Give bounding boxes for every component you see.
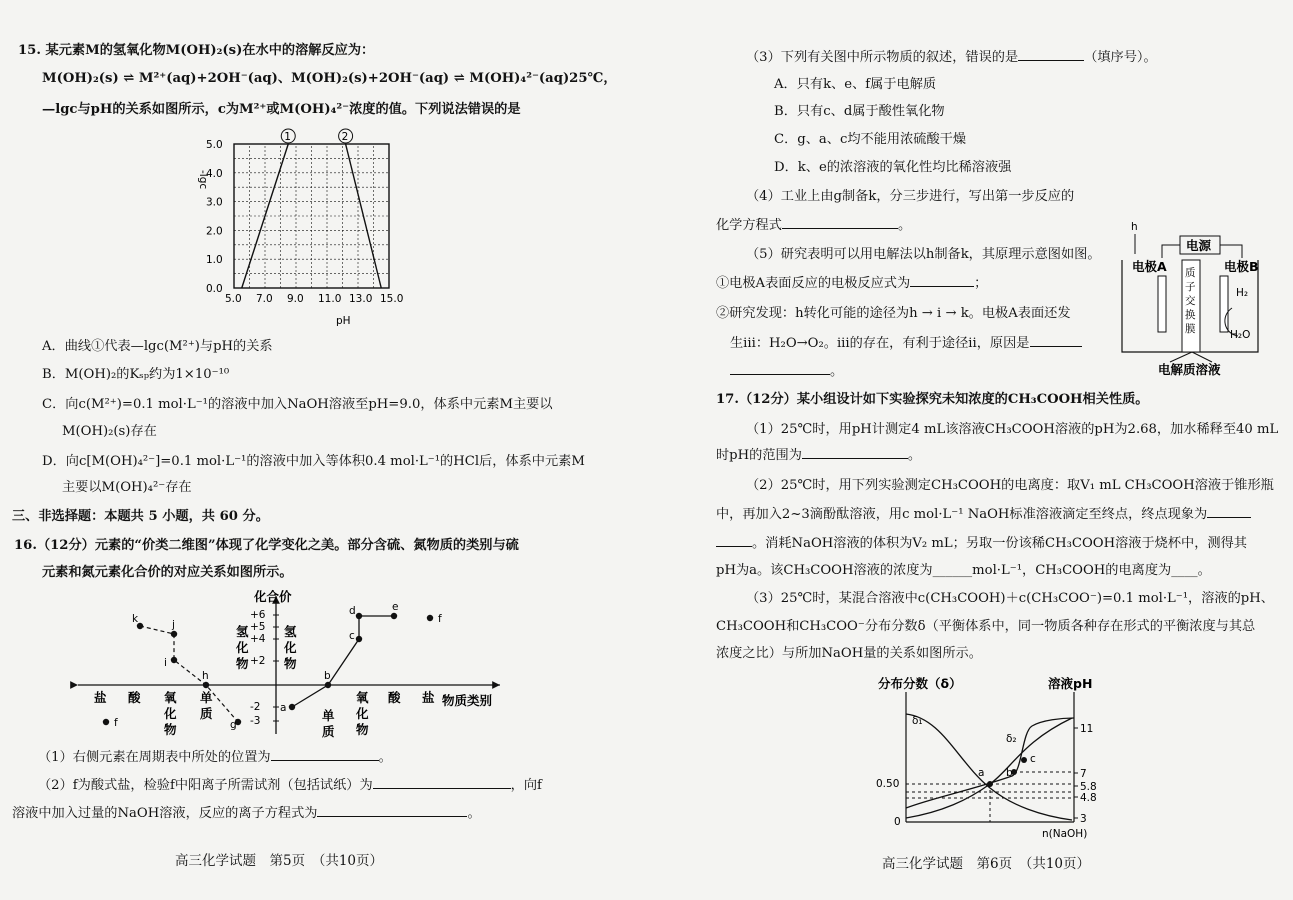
point-a <box>289 704 295 710</box>
point-f <box>103 719 109 725</box>
point-c-label: c <box>1030 753 1036 765</box>
electrode-b <box>1220 276 1228 332</box>
q17-p1-cont: 时pH的范围为 。 <box>716 448 922 463</box>
x-category-label: 氧 <box>164 690 177 705</box>
answer-blank[interactable] <box>730 362 830 375</box>
point-f <box>427 615 433 621</box>
h2-label: H₂ <box>1236 287 1249 299</box>
q17-p2b-text: 中，再加入2~3滴酚酞溶液，用c mol·L⁻¹ NaOH标准溶液滴定至终点，终点现象为 <box>716 507 1208 522</box>
q16-stem-1: 16.（12分）元素的“价类二维图”体现了化学变化之美。部分含硫、氮物质的类别与硫 <box>14 538 519 553</box>
page-footer: 高三化学试题 第5页 （共10页） <box>175 853 384 869</box>
answer-blank[interactable] <box>1018 48 1084 61</box>
point-e <box>391 613 397 619</box>
q15-xtick: 13.0 <box>349 293 373 305</box>
membrane-char: 膜 <box>1185 323 1196 335</box>
q15-ylabel: -lgc <box>197 170 209 190</box>
point-label-h: h <box>202 670 209 682</box>
point-a-label: a <box>978 767 985 779</box>
ytick-m3: -3 <box>250 715 261 727</box>
q15-xtick: 15.0 <box>380 293 404 305</box>
q15-option-d: D．向c[M(OH)₄²⁻]=0.1 mol·L⁻¹的溶液中加入等体积0.4 mol·L⁻¹的HCl后，体系中元素M <box>42 454 585 469</box>
point-label-f: f <box>114 717 118 729</box>
h2o-label: H₂O <box>1230 329 1251 341</box>
point-b-label: b <box>1006 767 1013 779</box>
point-label-i: i <box>164 657 167 669</box>
ytick-p5: +5 <box>250 621 266 633</box>
q15-xtick: 7.0 <box>256 293 273 305</box>
q15-equation: M(OH)₂(s) ⇌ M²⁺(aq)+2OH⁻(aq)、M(OH)₂(s)+2OH⁻(aq) ⇌ M(OH)₄²⁻(aq)25℃， <box>42 71 617 86</box>
q16-sub1-text: （1）右侧元素在周期表中所处的位置为 <box>38 750 271 765</box>
x-category-label: 酸 <box>128 690 141 705</box>
ytick-p2: +2 <box>250 655 266 667</box>
x-category-label: 酸 <box>388 690 401 705</box>
point-label-d: d <box>349 605 356 617</box>
q15-option-c-cont: M(OH)₂(s)存在 <box>62 424 157 439</box>
point-label-e: e <box>392 601 399 613</box>
q16-stem-2: 元素和氮元素化合价的对应关系如图所示。 <box>42 565 293 580</box>
hydride-label-right: 氢 <box>284 624 297 639</box>
q15-ytick: 3.0 <box>206 196 223 209</box>
point-j <box>171 631 177 637</box>
left-tick-0: 0 <box>894 816 901 828</box>
electrode-b-label: 电极B <box>1224 259 1259 274</box>
q15-chart <box>190 128 410 333</box>
point-label-g: g <box>230 719 237 731</box>
q15-xtick: 5.0 <box>225 293 242 305</box>
left-page <box>0 0 646 900</box>
answer-blank[interactable] <box>373 776 511 789</box>
q15-xtick: 9.0 <box>287 293 304 305</box>
delta1-curve <box>906 714 1072 820</box>
q16-sub2-cont: 溶液中加入过量的NaOH溶液，反应的离子方程式为 。 <box>12 806 481 821</box>
x-category-label: 盐 <box>422 690 435 705</box>
q15-ytick: 4.0 <box>206 167 223 180</box>
q17-p3: （3）25℃时，某混合溶液中c(CH₃COOH)＋c(CH₃COO⁻)=0.1 mol·L⁻¹，溶液的pH、 <box>746 591 1274 606</box>
q16-opt-b: B．只有c、d属于酸性氧化物 <box>774 104 945 119</box>
q15-ytick: 5.0 <box>206 139 223 151</box>
answer-blank[interactable] <box>317 804 467 817</box>
answer-blank[interactable] <box>1207 505 1251 518</box>
x-category-label: 化 <box>356 706 369 721</box>
right-tick: 11 <box>1080 723 1094 735</box>
hydride-label-left: 氢 <box>236 624 249 639</box>
q17-p1b-text: 时pH的范围为 <box>716 448 802 463</box>
q16-sub5-2-end: 。 <box>730 362 843 381</box>
delta1-label: δ₁ <box>912 715 923 727</box>
electrode-a-label: 电极A <box>1132 259 1167 274</box>
ytick-m2: -2 <box>250 701 261 713</box>
point-label-b: b <box>324 670 331 682</box>
q15-xtick: 11.0 <box>318 293 342 305</box>
q15-description: —lgc与pH的关系如图所示，c为M²⁺或M(OH)₄²⁻浓度的值。下列说法错误的是 <box>42 102 521 117</box>
right-tick: 4.8 <box>1080 792 1097 804</box>
answer-blank[interactable] <box>716 534 752 547</box>
q16-sub4b-text: 化学方程式 <box>716 218 782 233</box>
answer-blank[interactable] <box>1030 334 1082 347</box>
electrolyte-label: 电解质溶液 <box>1158 362 1221 377</box>
ytitle: 化合价 <box>254 589 292 604</box>
x-category-label: 物 <box>356 722 369 737</box>
q15-option-a: A．曲线①代表—lgc(M²⁺)与pH的关系 <box>42 339 273 354</box>
hydride-label-left: 化 <box>236 640 249 655</box>
answer-blank[interactable] <box>910 274 974 287</box>
ytick-p4: +4 <box>250 633 266 645</box>
x-category-label: 质 <box>200 706 213 721</box>
q17-p2-cont2 <box>716 534 1247 553</box>
q16-sub2c-text: 溶液中加入过量的NaOH溶液，反应的离子方程式为 <box>12 806 318 821</box>
q17-xlabel: n(NaOH) <box>1042 828 1088 840</box>
q17-p3-cont: CH₃COOH和CH₃COO⁻分布分数δ（平衡体系中，同一物质各种存在形式的平衡浓度与其总 <box>716 619 1256 634</box>
x-category-label: 化 <box>164 706 177 721</box>
answer-blank[interactable] <box>271 748 379 761</box>
right-tick: 5.8 <box>1080 781 1097 793</box>
q16-opt-d: D．k、e的浓溶液的氧化性均比稀溶液强 <box>774 160 1012 175</box>
hydride-label-right: 化 <box>284 640 297 655</box>
x-category-label: 氧 <box>356 690 369 705</box>
answer-blank[interactable] <box>802 446 908 459</box>
power-label: 电源 <box>1186 238 1212 253</box>
q16-opt-a: A．只有k、e、f属于电解质 <box>774 77 937 92</box>
q16-sub5: （5）研究表明可以用电解法以h制备k，其原理示意图如图。 <box>746 247 1101 262</box>
membrane-char: 换 <box>1185 309 1196 321</box>
q17-p2c-text: 。消耗NaOH溶液的体积为V₂ mL；另取一份该稀CH₃COOH溶液于烧杯中，测得其 <box>752 536 1247 551</box>
q17-p3-cont2: 浓度之比）与所加NaOH量的关系如图所示。 <box>716 646 982 661</box>
right-tick: 7 <box>1080 768 1087 780</box>
q17-p1: （1）25℃时，用pH计测定4 mL该溶液CH₃COOH溶液的pH为2.68，加水稀释至40 mL <box>746 422 1279 437</box>
q15-series-label: 1 <box>284 131 291 143</box>
delta2-label: δ₂ <box>1006 733 1017 745</box>
q16-sub1: （1）右侧元素在周期表中所处的位置为 。 <box>38 750 392 765</box>
q17-p2-cont <box>716 505 1251 524</box>
right-tick: 3 <box>1080 813 1087 825</box>
point-label-j: j <box>172 619 175 631</box>
x-category-label: 单 <box>322 708 335 723</box>
q16-sub2-text: （2）f为酸式盐，检验f中阳离子所需试剂（包括试纸）为 <box>38 778 373 793</box>
point-c <box>1021 757 1027 763</box>
q16-opt-c: C．g、a、c均不能用浓硫酸干燥 <box>774 132 967 147</box>
ytick-p6: +6 <box>250 609 266 621</box>
membrane-char: 子 <box>1185 281 1196 293</box>
q15-series-label: 2 <box>341 131 349 143</box>
point-label-f: f <box>438 613 442 625</box>
q16-sub3-tail: （填序号）。 <box>1084 50 1157 65</box>
q15-option-c: C．向c(M²⁺)=0.1 mol·L⁻¹的溶液中加入NaOH溶液至pH=9.0，体系中元素M主要以 <box>42 397 553 412</box>
q16-sub4: （4）工业上由g制备k，分三步进行，写出第一步反应的 <box>746 189 1075 204</box>
left-tick-050: 0.50 <box>876 778 900 790</box>
q16-sub3-text: （3）下列有关图中所示物质的叙述，错误的是 <box>746 50 1019 65</box>
hydride-label-left: 物 <box>236 656 249 671</box>
section-3-heading: 三、非选择题：本题共 5 小题，共 60 分。 <box>12 509 269 524</box>
x-category-label: 物 <box>164 722 177 737</box>
q15-stem: 15. 某元素M的氢氧化物M(OH)₂(s)在水中的溶解反应为： <box>18 43 375 58</box>
point-label-c: c <box>349 630 355 642</box>
q16-sub2 <box>38 776 542 795</box>
q15-xlabel: pH <box>336 315 351 327</box>
q17-right-ylabel: 溶液pH <box>1048 676 1093 691</box>
delta2-curve <box>906 718 1072 818</box>
q17-distribution-chart <box>872 672 1102 844</box>
q16-valence-diagram <box>70 584 510 744</box>
membrane-char: 质 <box>1185 267 1196 279</box>
q17-stem: 17.（12分）某小组设计如下实验探究未知浓度的CH₃COOH相关性质。 <box>716 392 1149 407</box>
q16-sub3 <box>746 48 1157 67</box>
q17-p2: （2）25℃时，用下列实验测定CH₃COOH的电离度：取V₁ mL CH₃COOH溶液于锥形瓶 <box>746 478 1274 493</box>
q17-p2-cont3: pH为a。该CH₃COOH溶液的浓度为______mol·L⁻¹，CH₃COOH的电离度为____。 <box>716 563 1211 578</box>
answer-blank[interactable] <box>782 216 898 229</box>
q15-ytick: 0.0 <box>206 283 223 295</box>
q16-sub5-2: ②研究发现：h转化可能的途径为h → i → k。电极A表面还发 <box>716 306 1071 321</box>
point-i <box>171 657 177 663</box>
q16-sub5-1-text: ①电极A表面反应的电极反应式为 <box>716 276 911 291</box>
q16-sub5-2-cont <box>730 334 1082 353</box>
point-h <box>203 682 209 688</box>
q16-sub5-2b-text: 生iii：H₂O→O₂。iii的存在，有利于途径ii，原因是 <box>730 336 1030 351</box>
point-label-a: a <box>280 702 287 714</box>
point-b <box>325 682 331 688</box>
q16-sub5-1: ①电极A表面反应的电极反应式为 ； <box>716 276 988 291</box>
right-page <box>646 0 1293 900</box>
x-category-label: 质 <box>322 724 335 739</box>
q16-sub2-tail: ，向f <box>510 778 542 793</box>
x-category-label: 盐 <box>94 690 107 705</box>
point-c <box>356 636 362 642</box>
membrane-char: 交 <box>1185 295 1196 307</box>
hydride-label-right: 物 <box>284 656 297 671</box>
q15-ytick: 2.0 <box>206 225 223 238</box>
q15-ytick: 1.0 <box>206 254 223 267</box>
xtitle: 物质类别 <box>442 693 493 708</box>
point-d <box>356 613 362 619</box>
q16-sub4-cont: 化学方程式 。 <box>716 218 912 233</box>
electrolysis-cell-diagram <box>1120 216 1260 378</box>
q17-left-ylabel: 分布分数（δ） <box>878 676 962 691</box>
cell-h-label: h <box>1131 221 1138 233</box>
x-category-label: 单 <box>200 690 213 705</box>
electrode-a <box>1158 276 1166 332</box>
q15-option-d-cont: 主要以M(OH)₄²⁻存在 <box>62 480 192 495</box>
point-label-k: k <box>132 613 139 625</box>
page-footer: 高三化学试题 第6页 （共10页） <box>882 856 1091 872</box>
q15-option-b: B．M(OH)₂的Kₛₚ约为1×10⁻¹⁰ <box>42 367 230 382</box>
point-a <box>987 781 993 787</box>
